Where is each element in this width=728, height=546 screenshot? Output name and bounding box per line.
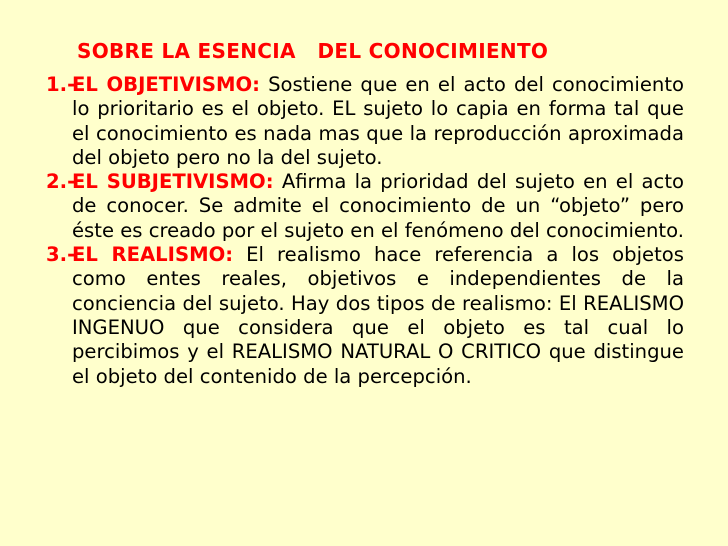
item-heading: EL REALISMO: [72, 243, 234, 267]
item-text: El realismo hace referencia a los objetos como entes reales, objetivos e independientes de la conciencia del sujeto. Hay dos tipos de realismo: El REALISMO INGENUO que considera que el objeto es tal cual lo percibimos y el REALISMO NATURAL O CRITICO que distingue el objeto del contenido de la percepción. [72, 243, 684, 388]
list-item-realismo [46, 243, 684, 389]
list-item-objetivismo [46, 73, 684, 170]
item-heading: EL OBJETIVISMO: [72, 73, 260, 96]
slide-title: SOBRE LA ESENCIA DEL CONOCIMIENTO [77, 39, 549, 63]
item-number: 2.- [46, 170, 76, 194]
item-text: Afirma la prioridad del sujeto en el acto de conocer. Se admite el conocimiento de un “objeto” pero éste es creado por el sujeto en el fenómeno del conocimiento. [72, 170, 684, 242]
list-item-subjetivismo [46, 170, 684, 243]
item-text: Sostiene que en el acto del conocimiento lo prioritario es el objeto. EL sujeto lo capia en forma tal que el conocimiento es nada mas que la reproducción aproximada del objeto pero no la del sujeto. [72, 73, 685, 169]
item-number: 1.- [46, 73, 76, 96]
item-number: 3.- [46, 243, 76, 267]
item-heading: EL SUBJETIVISMO: [72, 170, 274, 194]
